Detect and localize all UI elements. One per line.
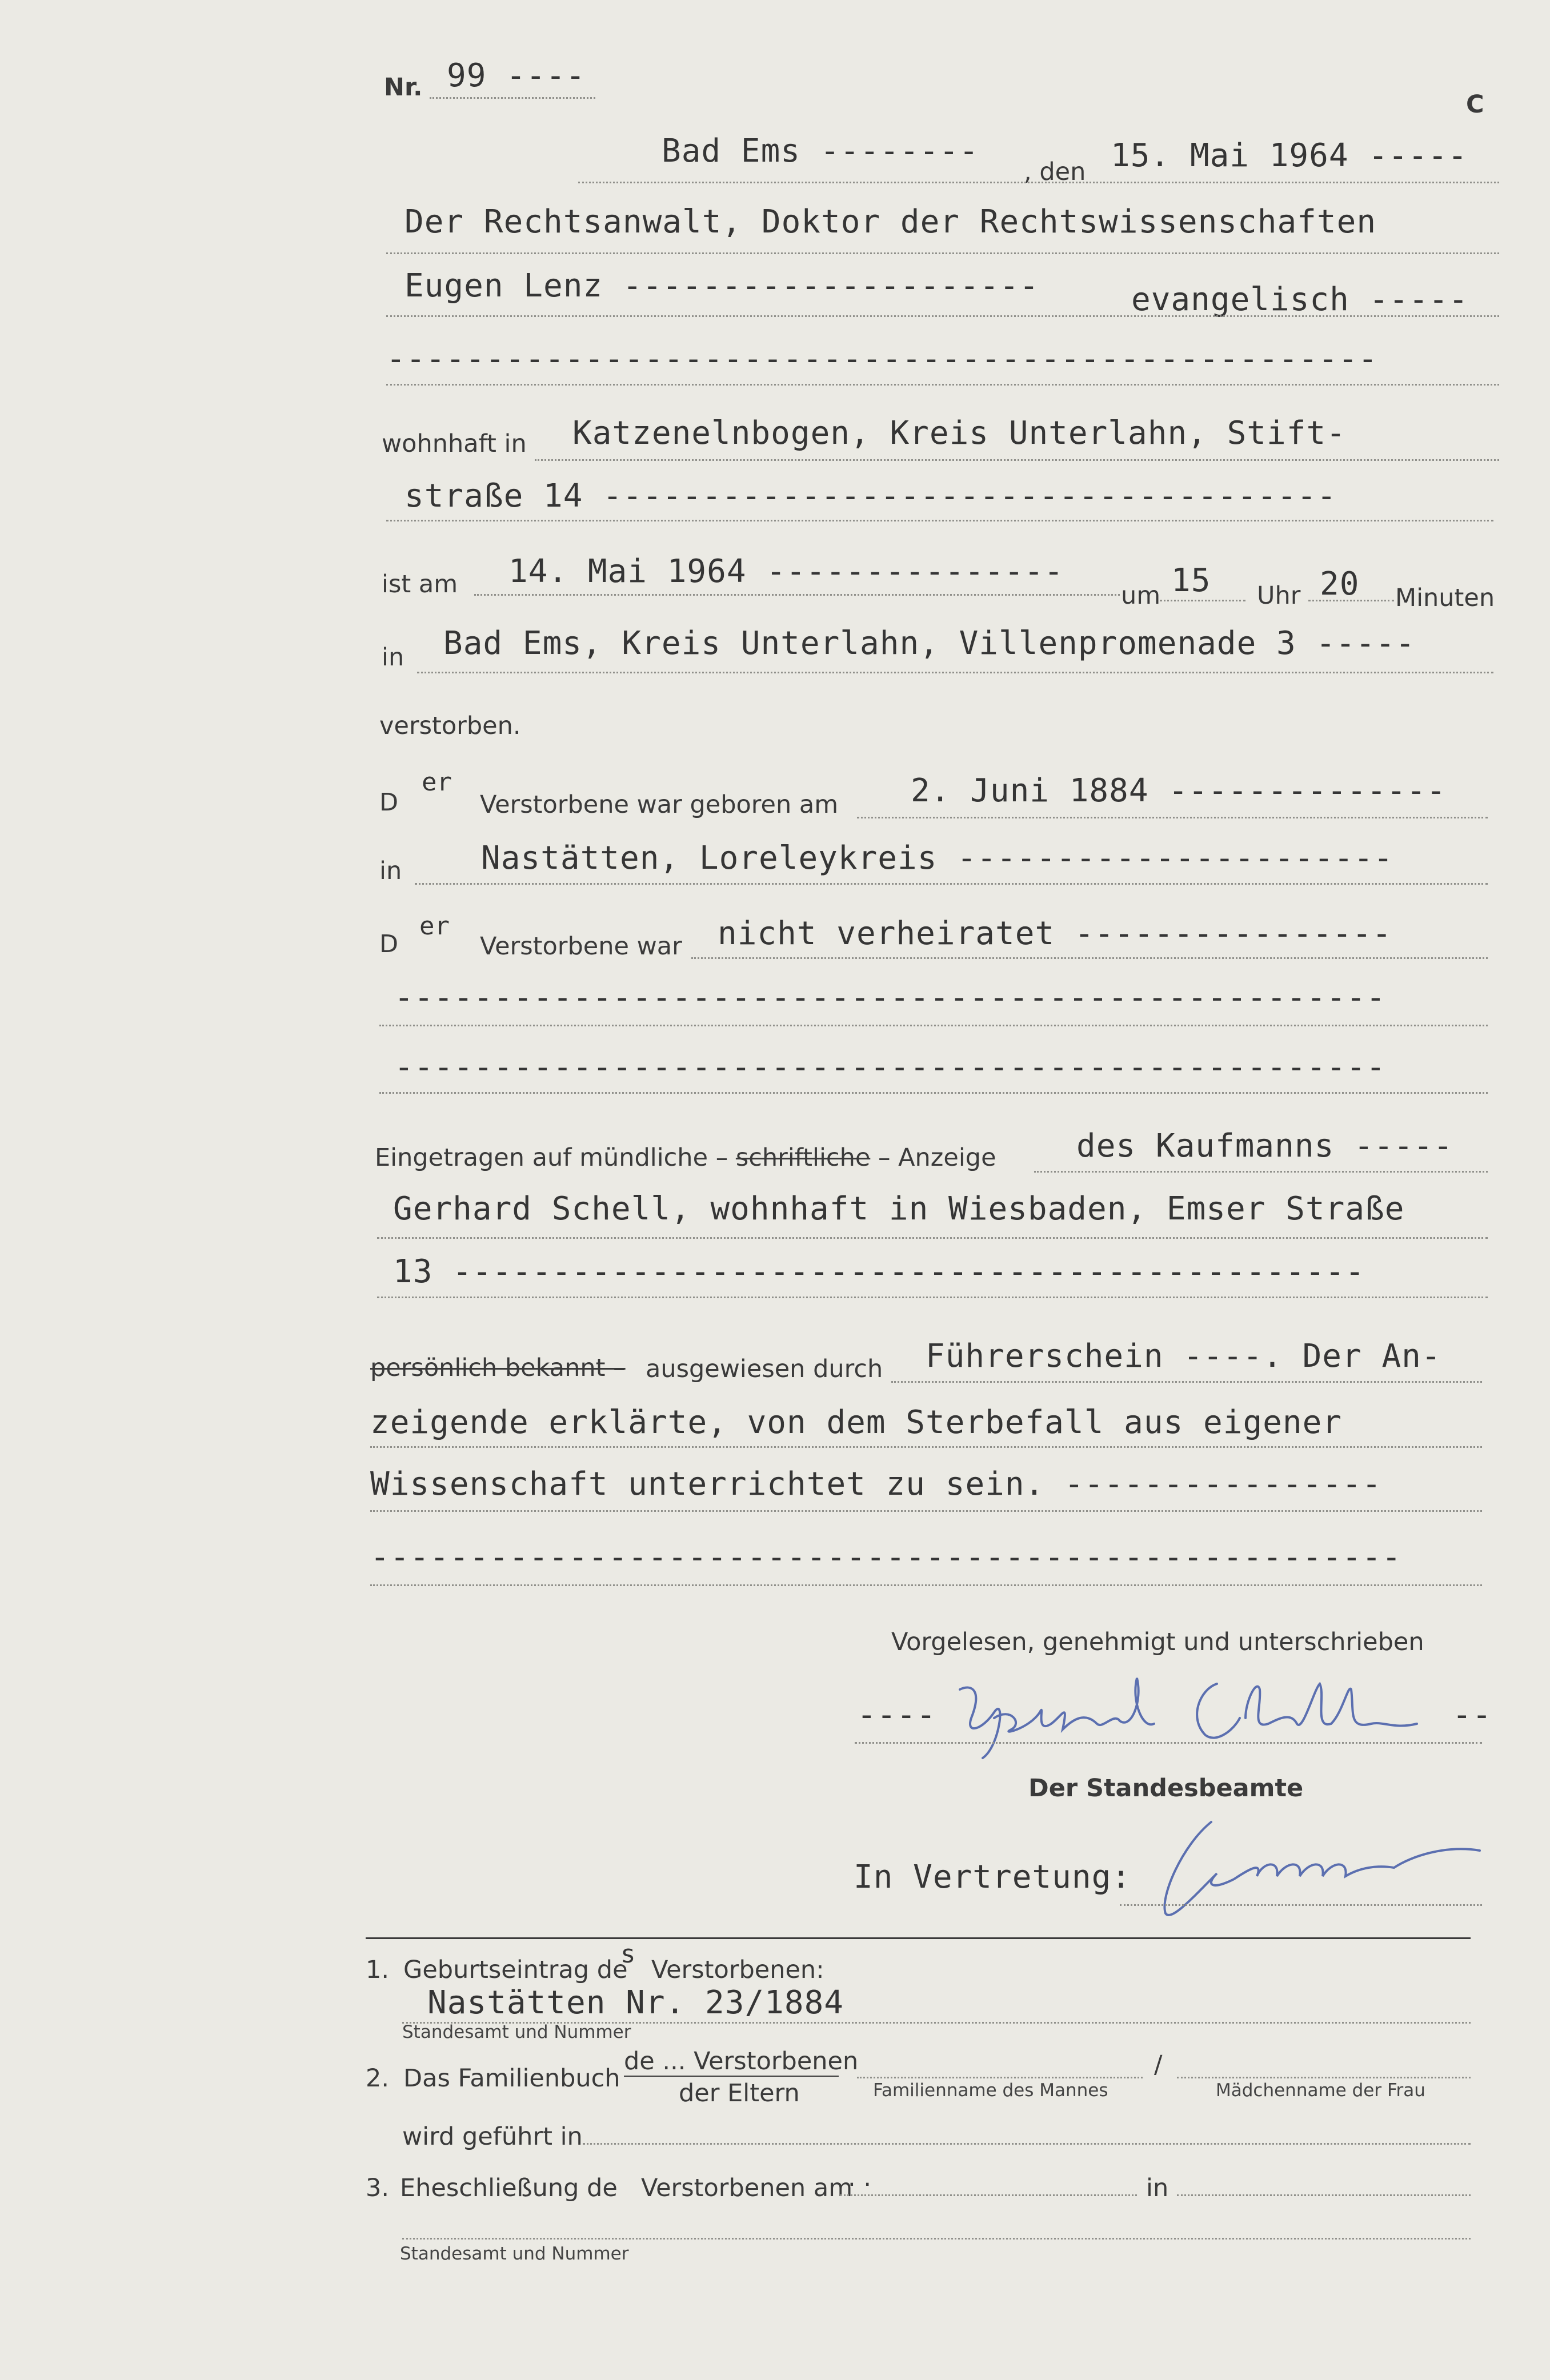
nr-label: Nr. (384, 73, 423, 102)
item2-caption-a: Familienname des Mannes (873, 2080, 1108, 2101)
ist-am-label: ist am (382, 570, 458, 599)
registrar-label: Der Standesbeamte (1028, 1774, 1304, 1803)
identification-line-3: Wissenschaft unterrichtet zu sein. ---------------- (370, 1466, 1382, 1503)
death-date: 14. Mai 1964 --------------- (508, 553, 1064, 590)
item3-dots: · · (848, 2170, 872, 2199)
marital-d-suffix: er (419, 912, 450, 941)
signature-dash-left: ---- (857, 1696, 936, 1733)
death-minutes: 20 (1320, 565, 1360, 603)
birth-entry: Nastätten Nr. 23/1884 (427, 1984, 844, 2021)
deputy-label: In Vertretung: (854, 1859, 1132, 1896)
item2-label: Das Familienbuch (403, 2064, 620, 2093)
item3-number: 3. (366, 2174, 390, 2202)
item2-number: 2. (366, 2064, 390, 2093)
birth-date: 2. Juni 1884 -------------- (911, 772, 1447, 809)
uhr-label: Uhr (1257, 581, 1301, 610)
filler-line: -------------------------------------------------- (386, 340, 1378, 378)
item2-slash: / (1154, 2050, 1163, 2079)
birth-place: Nastätten, Loreleykreis ---------------------- (481, 840, 1393, 877)
informant-line-2: Gerhard Schell, wohnhaft in Wiesbaden, Emser Straße (393, 1190, 1405, 1227)
residence-line-1: Katzenelnbogen, Kreis Unterlahn, Stift- (572, 415, 1346, 452)
marital-status: nicht verheiratet ---------------- (718, 915, 1392, 952)
item3-label: Eheschließung de (400, 2174, 618, 2202)
death-place: Bad Ems, Kreis Unterlahn, Villenpromenade 3 ----- (443, 625, 1416, 662)
den-label: , den (1024, 158, 1086, 186)
identification-line-4: ---------------------------------------------------- (370, 1539, 1402, 1576)
registry-date: 15. Mai 1964 ----- (1111, 137, 1468, 174)
corner-letter: C (1466, 90, 1484, 119)
birth-in-label: in (379, 857, 402, 885)
item1-label: Geburtseintrag de (403, 1956, 628, 1984)
read-approved-label: Vorgelesen, genehmigt und unterschrieben (891, 1628, 1424, 1656)
birth-label: Verstorbene war geboren am (480, 790, 839, 819)
marital-label: Verstorbene war (480, 932, 682, 961)
item2-sub-label: wird geführt in (402, 2122, 583, 2151)
item2-option-1: de ... Verstorbenen (624, 2047, 859, 2076)
struck-option: schriftliche (735, 1143, 871, 1172)
item3-caption: Standesamt und Nummer (400, 2243, 629, 2264)
signature-dash-right: -- (1452, 1696, 1492, 1733)
death-in-label: in (382, 643, 404, 672)
item2-caption-b: Mädchenname der Frau (1216, 2080, 1425, 2101)
item1-caption: Standesamt und Nummer (402, 2022, 631, 2042)
item2-option-2: der Eltern (679, 2079, 800, 2108)
informant-line-3: 13 ---------------------------------------------- (393, 1253, 1365, 1290)
item1-label-b: Verstorbenen: (651, 1956, 824, 1984)
verstorben-label: verstorben. (379, 712, 521, 740)
minuten-label: Minuten (1395, 584, 1495, 612)
marital-d-label: D (379, 930, 399, 958)
identification-line-2: zeigende erklärte, von dem Sterbefall aus eigener (370, 1404, 1343, 1441)
footer-divider (366, 1937, 1471, 1939)
item1-number: 1. (366, 1956, 390, 1984)
dotted-line (430, 97, 595, 99)
informant-line-1: des Kaufmanns ----- (1076, 1127, 1453, 1165)
declarant-name: Eugen Lenz --------------------- (404, 267, 1039, 304)
identification-line-1: Führerschein ----. Der An- (926, 1338, 1441, 1375)
death-hour: 15 (1171, 562, 1211, 599)
item1-suffix: s (620, 1940, 636, 1969)
item3-in-label: in (1146, 2174, 1169, 2202)
marital-line-3: -------------------------------------------------- (394, 1049, 1386, 1086)
declarant-title: Der Rechtsanwalt, Doktor der Rechtswissenschaften (404, 203, 1377, 240)
record-number: 99 ---- (447, 57, 586, 94)
birth-d-suffix: er (422, 768, 452, 797)
residence-line-2: straße 14 ------------------------------------- (404, 477, 1337, 515)
wohnhaft-label: wohnhaft in (382, 430, 527, 458)
struck-known-label: persönlich bekannt – (370, 1354, 626, 1382)
declarant-religion: evangelisch ----- (1131, 281, 1469, 318)
registry-place: Bad Ems -------- (662, 133, 979, 170)
marital-line-2: -------------------------------------------------- (394, 979, 1386, 1016)
um-label: um (1121, 581, 1161, 610)
birth-d-label: D (379, 788, 399, 817)
registration-label: Eingetragen auf mündliche – schriftliche – Anzeige (375, 1143, 996, 1172)
identified-by-label: ausgewiesen durch (646, 1355, 883, 1383)
item3-label-b: Verstorbenen am (641, 2174, 853, 2202)
informant-signature (948, 1667, 1440, 1764)
registrar-signature (1148, 1811, 1491, 1925)
